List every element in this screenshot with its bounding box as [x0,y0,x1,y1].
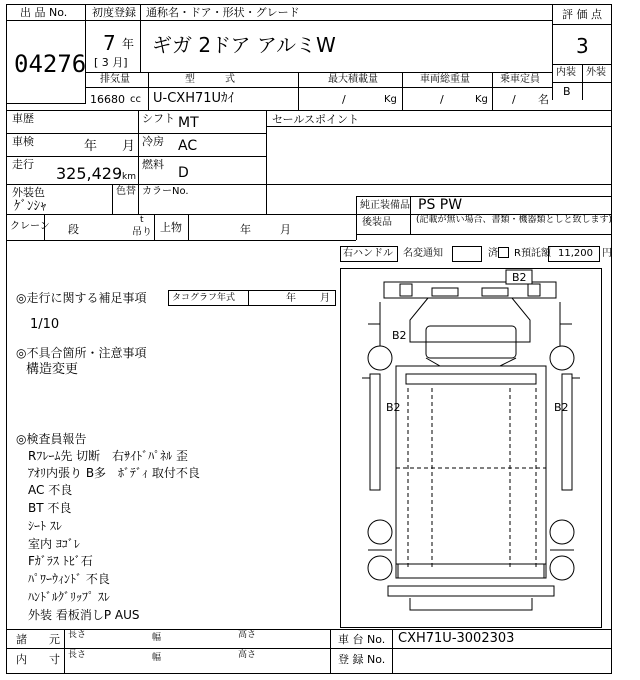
chassis-number: CXH71U-3002303 [398,631,515,646]
fuel: D [178,165,189,181]
gross-weight-label: 車両総重量 [420,74,470,85]
inspector-report-line: BT 不良 [28,501,72,515]
inspector-report-line: ｱｵﾘ内張り B多 ﾎﾞﾃﾞｨ 取付不良 [28,466,200,480]
inspection-label: 車検 [12,135,34,148]
chassis-label: 車 台 No. [338,633,386,646]
damage-mark-right: B2 [554,401,569,414]
crane-ton-unit: t [140,215,144,225]
crane-label: クレーン [10,221,50,232]
defects-note: 構造変更 [26,362,79,377]
crane-stage: 段 [68,223,79,236]
inspector-report-line: ｼｰﾄ ｽﾚ [28,519,62,533]
original-equipment-label: 純正装備品 [360,200,410,211]
front-right-wheel [550,346,574,370]
mileage-label: 走行 [12,158,34,171]
first-registration-label: 初度登録 [92,6,136,19]
crane-lifting-label: 吊り [132,227,152,238]
shift: MT [178,115,199,131]
inspector-report-heading: ◎検査員報告 [16,432,87,446]
inspector-report-line: 外装 看板消しP AUS [28,608,140,622]
cargo-body [396,366,546,578]
rear-right-wheel-1 [550,520,574,544]
gross-weight-unit: Kg [475,94,488,105]
exterior-color: ｹﾞﾝｼｬ [14,199,47,214]
score: 3 [576,34,589,58]
fuel-label: 燃料 [142,158,164,171]
recycle-check [498,247,509,258]
front-left-wheel [368,346,392,370]
recycle-unit: 円 [602,248,612,259]
max-load: / [342,93,346,106]
lot-number-label: 出 品 No. [20,6,68,19]
color-change-label: 色替 [116,186,136,197]
damage-mark-cab: B2 [392,329,407,342]
interior-dim-label: 内 寸 [16,653,60,666]
aircon-label: 冷房 [142,135,164,148]
defects-heading: ◎不具合箇所・注意事項 [16,346,147,360]
length-label-1: 長さ [68,630,87,640]
rear-left-wheel-1 [368,520,392,544]
inspector-report-line: ﾊﾝﾄﾞﾙｸﾞﾘｯﾌﾟ ｽﾚ [28,590,110,604]
capacity-unit: 名 [538,93,549,106]
damage-mark-cab-top: B2 [512,271,527,284]
registration-year: 7 [103,31,116,55]
inspection-month: 月 [122,139,136,154]
capacity-label: 乗車定員 [500,74,540,85]
recycle-mark: 済 [488,248,498,259]
spec-label: 諸 元 [16,633,60,646]
gross-weight: / [440,93,444,106]
aftermarket-note: (記載が無い場合、書類・機器類としと致します) [416,215,613,225]
inspector-report-line: ﾊﾟﾜｰｳｨﾝﾄﾞ 不良 [28,572,110,586]
vehicle-diagram [340,268,602,628]
mileage-unit: km [122,172,136,182]
body-label: 上物 [160,221,182,234]
name-change-label: 名変通知 [403,248,443,259]
lot-number: 04276 [14,50,87,78]
car-name: ギガ 2ドア アルミW [152,33,336,57]
model-label: 型 式 [185,74,235,85]
tachograph-label: タコグラフ年式 [172,293,236,303]
inspector-report-line: 室内 ﾖｺﾞﾚ [28,537,80,551]
driving-note: 1/10 [30,317,60,332]
inspector-report-line: AC 不良 [28,483,73,497]
displacement-label: 排気量 [100,74,130,85]
recycle-label: R預託額 [514,248,551,259]
width-label-2: 幅 [152,653,162,663]
aircon: AC [178,138,198,154]
interior-grade: B [563,85,571,98]
inspector-report-line: Rﾌﾚｰﾑ先 切断 右ｻｲﾄﾞﾊﾟﾈﾙ 歪 [28,449,188,463]
driving-notes-heading: ◎走行に関する補足事項 [16,291,147,305]
displacement: 16680 [90,93,125,106]
exterior-label: 外装 [586,67,606,78]
tachograph-year: 年 [286,293,296,304]
exterior-color-label: 外装色 [12,186,45,199]
max-load-unit: Kg [384,94,397,105]
damage-mark-left: B2 [386,401,401,414]
registration-month: [ 3 月] [94,56,128,69]
interior-label: 内装 [556,67,576,78]
score-label: 評 価 点 [562,8,602,21]
rear-right-wheel-2 [550,556,574,580]
year-suffix: 年 [122,37,135,51]
sales-point-label: セールスポイント [272,113,360,126]
shift-label: シフト [142,112,175,125]
car-name-label: 通称名・ドア・形状・グレード [146,6,300,19]
inspection-year: 年 [84,139,98,154]
color-code-label: カラーNo. [142,186,189,197]
body-year: 年 [240,223,251,236]
length-label-2: 長さ [68,650,87,660]
height-label-2: 高さ [238,650,257,660]
aftermarket-label: 後装品 [362,217,392,228]
rear-left-wheel-2 [368,556,392,580]
name-change-box [452,246,482,262]
model: U-CXH71Uｶｲ [153,91,235,106]
height-label-1: 高さ [238,630,257,640]
original-equipment: PS PW [418,197,463,213]
capacity: / [512,93,516,106]
drive-side: 右ハンドル [343,248,393,259]
tachograph-month: 月 [320,293,330,304]
registration-no-label: 登 録 No. [338,653,386,666]
width-label-1: 幅 [152,633,162,643]
inspector-report-line: Fｶﾞﾗｽ ﾄﾋﾞ石 [28,554,93,568]
max-load-label: 最大積載量 [328,74,378,85]
displacement-unit: cc [130,94,141,105]
body-month: 月 [280,223,291,236]
car-history-label: 車歴 [12,112,34,125]
mileage: 325,429 [56,164,123,183]
recycle-amount: 11,200 [558,248,593,259]
